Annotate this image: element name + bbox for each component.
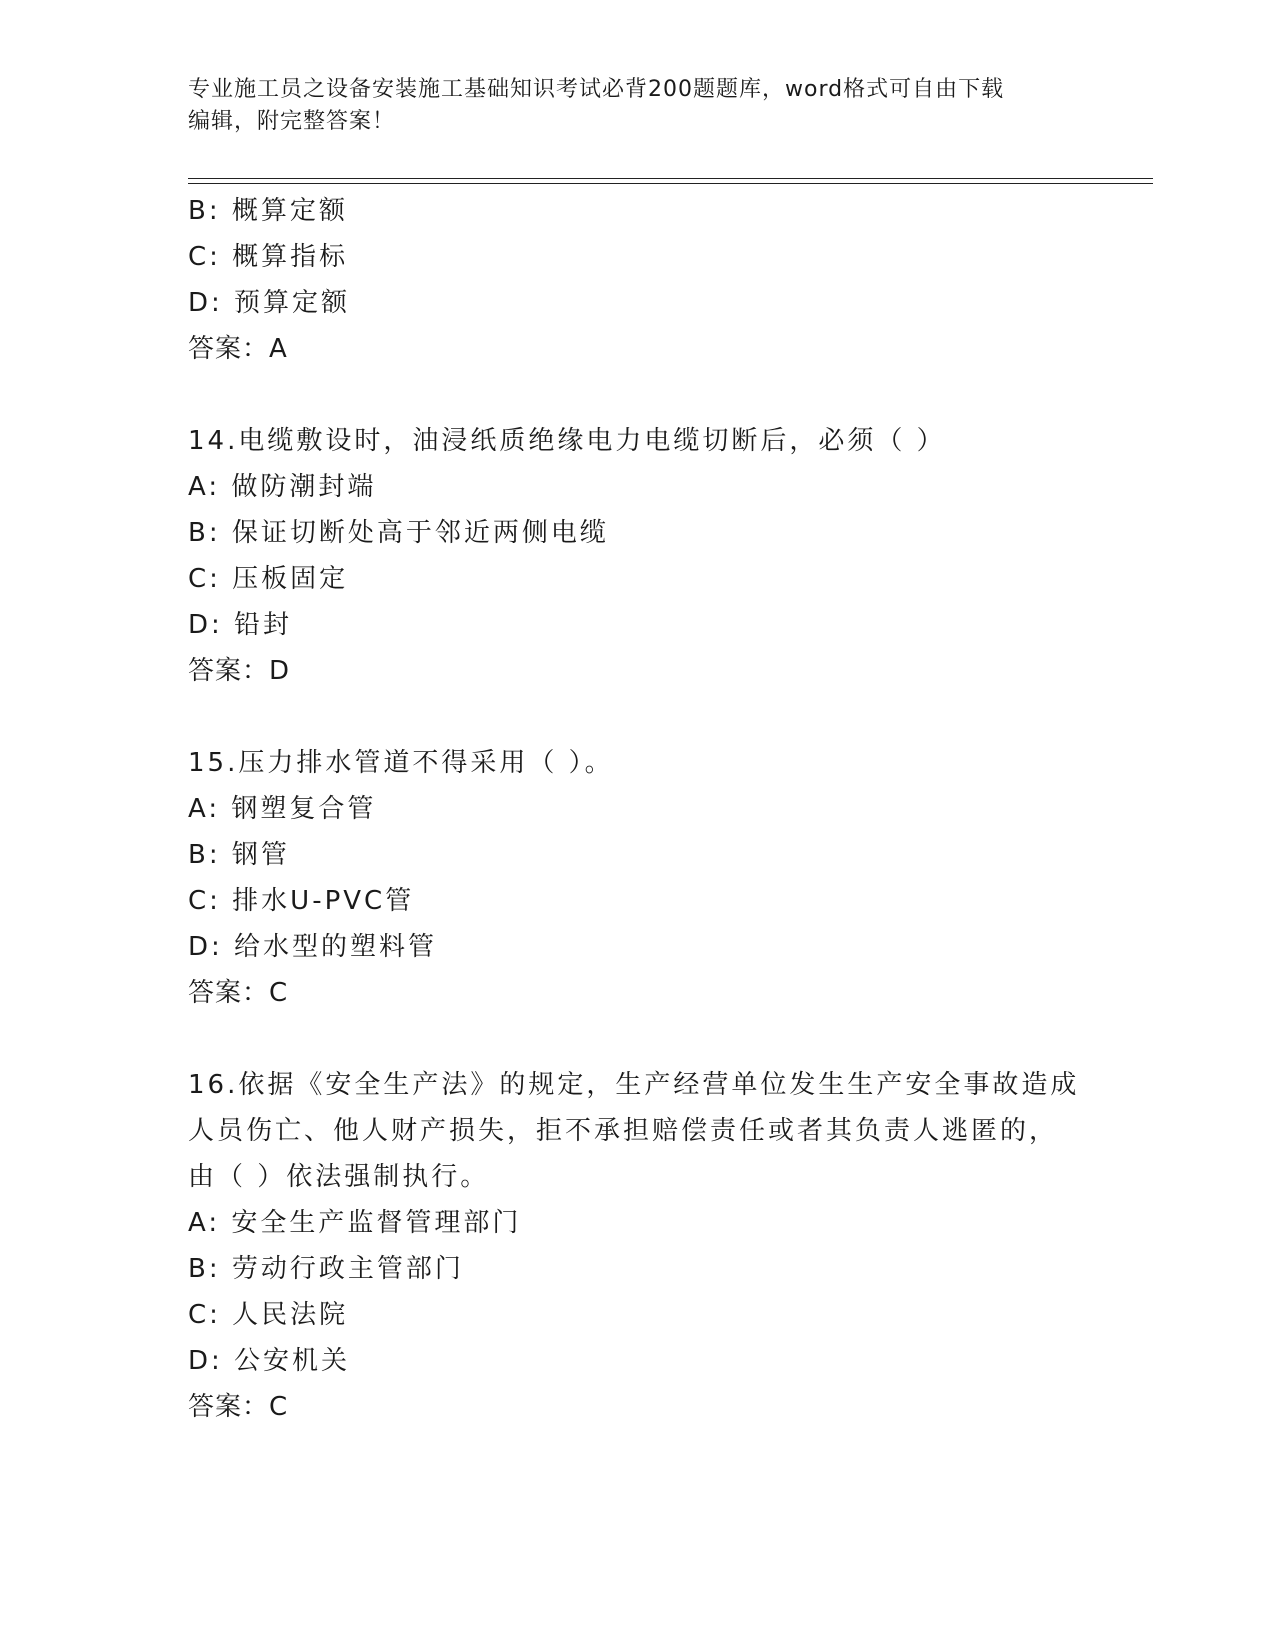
question-stem: 14.电缆敷设时，油浸纸质绝缘电力电缆切断后，必须（ ） [188,426,946,456]
spacer [188,372,1088,418]
header-line-1: 专业施工员之设备安装施工基础知识考试必背200题题库，word格式可自由下载 [188,77,1005,102]
spacer [188,694,1088,740]
option-d: D: 铅封 [188,610,293,640]
spacer [188,1016,1088,1062]
option-a: A: 安全生产监督管理部门 [188,1208,522,1238]
question-16 [188,1062,1088,1430]
answer: 答案：C [188,978,289,1008]
option-c: C: 概算指标 [188,242,349,272]
option-a: A: 钢塑复合管 [188,794,377,824]
document-header [188,74,1088,138]
option-b: B: 钢管 [188,840,290,870]
answer: 答案：C [188,1392,289,1422]
header-line-2: 编辑，附完整答案！ [188,109,396,134]
question-14 [188,418,1088,694]
option-d: D: 公安机关 [188,1346,351,1376]
option-d: D: 给水型的塑料管 [188,932,438,962]
option-a: A: 做防潮封端 [188,472,377,502]
question-13-continued [188,188,1088,372]
option-b: B: 保证切断处高于邻近两侧电缆 [188,518,609,548]
option-c: C: 人民法院 [188,1300,349,1330]
answer: 答案：D [188,656,291,686]
question-list [188,188,1088,1430]
question-stem-line-1: 16.依据《安全生产法》的规定，生产经营单位发生生产安全事故造成 [188,1070,1080,1100]
option-c: C: 排水U-PVC管 [188,886,415,916]
question-15 [188,740,1088,1016]
option-c: C: 压板固定 [188,564,349,594]
header-divider-top [188,178,1153,179]
option-d: D: 预算定额 [188,288,351,318]
question-stem-line-3: 由（ ）依法强制执行。 [188,1162,490,1192]
answer: 答案：A [188,334,288,364]
header-divider-bottom [188,183,1153,184]
option-b: B: 劳动行政主管部门 [188,1254,464,1284]
question-stem-line-2: 人员伤亡、他人财产损失，拒不承担赔偿责任或者其负责人逃匿的， [188,1116,1059,1146]
option-b: B: 概算定额 [188,196,348,226]
question-stem: 15.压力排水管道不得采用（ ）。 [188,748,614,778]
